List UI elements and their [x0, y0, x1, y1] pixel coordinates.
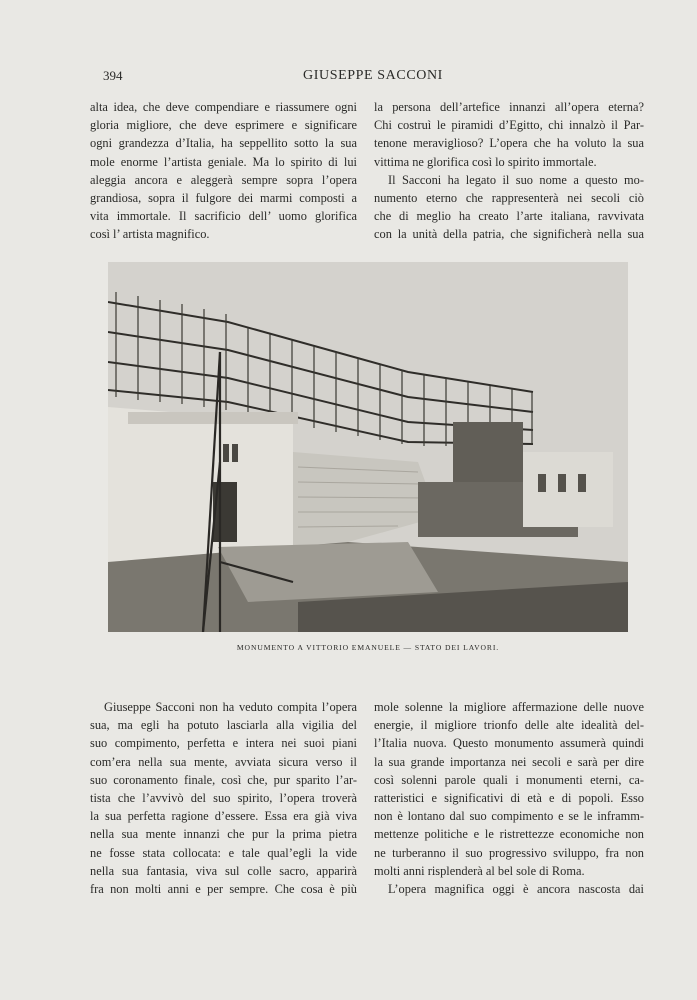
text-line: Chi costruì le piramidi d’Egitto, chi innalzò il Par- [374, 118, 644, 133]
text-line: l’Italia nuova. Questo monumento assumerà quindi [374, 736, 644, 751]
text-line: così l’ artista magnifico. [90, 227, 210, 242]
window [223, 444, 229, 462]
text-line: ne turberanno il suo progressivo sviluppo, fra non [374, 845, 644, 860]
top-left-column [90, 98, 357, 244]
window [232, 444, 238, 462]
text-line: fra non molti anni e per sempre. Che cosa è più [90, 882, 357, 897]
monument-photograph [108, 262, 628, 632]
text-line: la sua perfetta ragione d’essere. Essa era già viva [90, 809, 357, 824]
text-line: con la unità della patria, che significherà nella sua [374, 227, 644, 242]
text-line: grandiosa, sopra il fulgore dei marmi composti a [90, 191, 357, 206]
text-line: vittima ne glorifica così lo spirito immortale. [374, 154, 597, 169]
text-line: nella sua mente innanzi che pur la prima pietra [90, 827, 357, 842]
text-line: aleggia ancora e aleggerà sempre sopra l’opera [90, 172, 357, 187]
text-line: gloria migliore, che deve esprimere e significare [90, 118, 357, 133]
monument-construction-illustration [108, 262, 628, 632]
bottom-right-column [374, 698, 644, 898]
text-line: energie, il migliore trionfo delle alte idealità del- [374, 718, 644, 733]
text-line: non è lontano dal suo compimento e se le inframm- [374, 809, 644, 824]
text-line: Il Sacconi ha legato il suo nome a questo mo- [388, 172, 644, 187]
text-line: così solenni parole quali i monumenti eterni, ca- [374, 772, 644, 787]
text-line: la persona dell’artefice innanzi all’opera eterna? [374, 100, 644, 114]
text-line: com’era nella sua mente, avviata sicura verso il [90, 754, 357, 769]
text-line: ne fosse stata collocata: e tale qual’egli la vide [90, 845, 357, 860]
text-line: tista che l’avvivò del suo spirito, l’opera troverà [90, 791, 357, 806]
text-line: L’opera magnifica oggi è ancora nascosta dai [388, 882, 644, 897]
running-title: GIUSEPPE SACCONI [303, 68, 443, 83]
marble-facade [108, 407, 293, 562]
brick-tower [453, 422, 523, 492]
top-right-column [374, 98, 644, 244]
text-line: alta idea, che deve compendiare e riassumere ogni [90, 100, 357, 114]
page-number: 394 [103, 68, 123, 83]
distant-building [523, 452, 613, 527]
text-line: vita immortale. Il sacrificio dell’ uomo glorifica [90, 209, 357, 224]
text-line: mettenze politiche e le ristrettezze economiche non [374, 827, 644, 842]
text-line: che di meglio ha creato l’arte italiana, ravvivata [374, 209, 644, 224]
bottom-left-column [90, 698, 357, 898]
cornice [128, 412, 298, 424]
text-line: suo compimento, perfetta e intera nei suoi piani [90, 736, 357, 751]
text-line: molti anni risplenderà al bel sole di Roma. [374, 863, 585, 878]
text-line: ratteristici e significativi di età e di popoli. Esso [374, 791, 644, 806]
ramp [218, 542, 438, 602]
text-line: Giuseppe Sacconi non ha veduto compita l’opera [104, 700, 357, 714]
text-line: la sua grande importanza nei secoli e sarà per dire [374, 754, 644, 769]
text-line: ogni grandezza d’Italia, ha seppellito sotto la sua [90, 136, 357, 151]
text-line: numento eterno che rappresenterà nei secoli ciò [374, 191, 644, 206]
text-line: sua, ma egli ha potuto lasciarla alla vigilia del [90, 718, 357, 733]
text-line: tenone meraviglioso? L’opera che ha voluto la sua [374, 136, 644, 151]
text-line: mole solenne la migliore affermazione delle nuove [374, 700, 644, 714]
text-line: suo coronamento finale, così che, pur sparito l’ar- [90, 772, 357, 787]
figure-caption: MONUMENTO A VITTORIO EMANUELE — STATO DEI LAVORI. [236, 643, 500, 652]
page-header [103, 68, 643, 88]
text-line: nella sua fantasia, viva sul colle sacro, apparirà [90, 863, 357, 878]
text-line: mole enorme l’artista geniale. Ma lo spirito di lui [90, 154, 357, 169]
